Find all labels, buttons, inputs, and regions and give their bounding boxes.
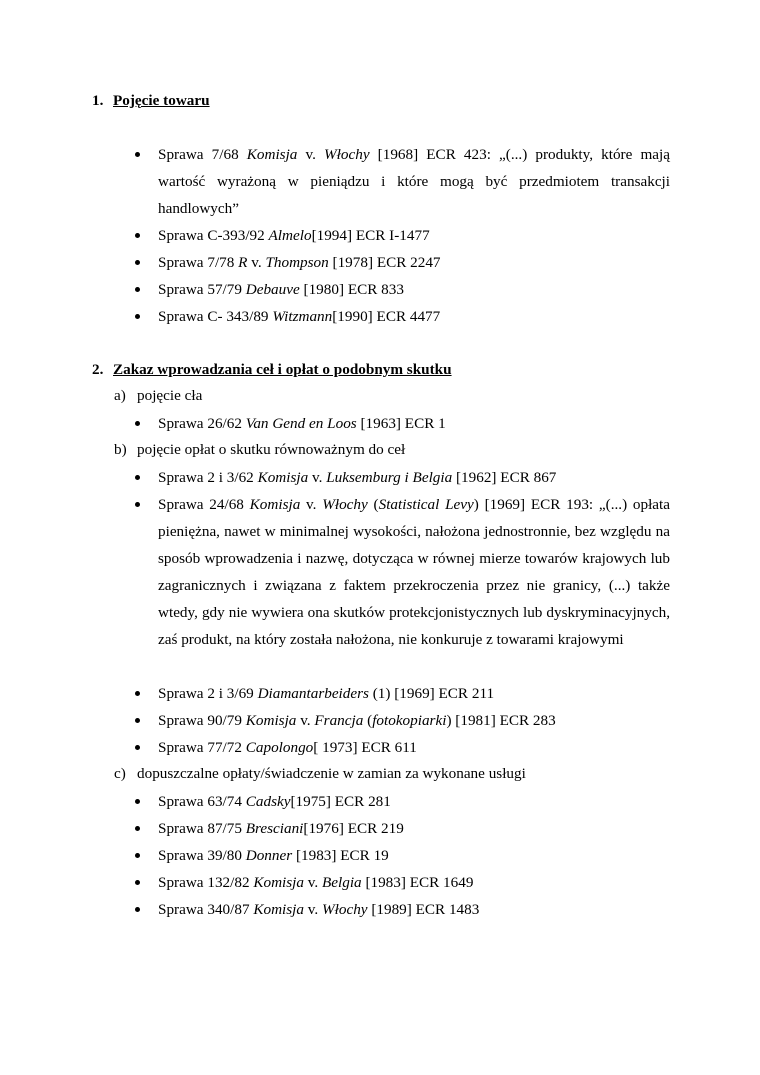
list-item-text: Sprawa 132/82 Komisja v. Belgia [1983] ECR 1649 <box>158 874 474 891</box>
subsection-b-letter: b) <box>114 441 127 458</box>
bullet-icon <box>135 853 140 858</box>
list-item <box>132 276 670 303</box>
list-item <box>132 734 670 761</box>
bullet-icon <box>135 260 140 265</box>
subsection-a-label: pojęcie cła <box>137 387 203 404</box>
list-item-text: Sprawa C-393/92 Almelo[1994] ECR I-1477 <box>158 227 430 244</box>
bullet-icon <box>135 152 140 157</box>
list-item <box>132 707 670 734</box>
subsection-b-label: pojęcie opłat o skutku równoważnym do ceł <box>137 441 406 458</box>
list-item-text: Sprawa 7/78 R v. Thompson [1978] ECR 2247 <box>158 254 441 271</box>
subsection-c-letter: c) <box>114 765 126 782</box>
bullet-icon <box>135 287 140 292</box>
list-item-text: Sprawa 24/68 Komisja v. Włochy (Statistical Levy) [1969] ECR 193: „(...) opłata pieniężna, nawet w minimalnej wysokości, nałożona jednostronnie, bez względu na sposób wprowadzenia i nazwę, dotycząca w równej mierze towarów krajowych lub zagranicznych i związana z faktem przekroczenia przez nie granicy, (...) także wtedy, gdy nie wywiera ona skutków protekcjonistycznych lub dyskryminacyjnych, zaś produkt, na który została nałożona, nie konkuruje z towarami krajowymi <box>158 496 671 648</box>
bullet-icon <box>135 421 140 426</box>
list-item <box>132 680 670 707</box>
list-item <box>132 249 670 276</box>
subsection-c <box>114 765 526 783</box>
subsection-a <box>114 387 202 405</box>
bullet-icon <box>135 691 140 696</box>
list-item <box>132 222 670 249</box>
list-item <box>132 869 670 896</box>
list-item <box>132 815 670 842</box>
bullet-icon <box>135 799 140 804</box>
section-2-title: Zakaz wprowadzania ceł i opłat o podobnym skutku <box>113 361 452 378</box>
list-item-text: Sprawa 2 i 3/69 Diamantarbeiders (1) [1969] ECR 211 <box>158 685 495 702</box>
section-2-heading <box>92 361 452 379</box>
list-item <box>132 464 670 491</box>
list-item-text: Sprawa 63/74 Cadsky[1975] ECR 281 <box>158 793 391 810</box>
bullet-icon <box>135 880 140 885</box>
list-item-text: Sprawa 39/80 Donner [1983] ECR 19 <box>158 847 389 864</box>
subsection-b <box>114 441 405 459</box>
list-item <box>132 491 670 653</box>
section-1-number: 1. <box>92 92 104 109</box>
bullet-icon <box>135 314 140 319</box>
bullet-icon <box>135 718 140 723</box>
subsection-a-letter: a) <box>114 387 126 404</box>
section-2-number: 2. <box>92 361 104 378</box>
list-item-text: Sprawa 7/68 Komisja v. Włochy [1968] ECR 423: „(...) produkty, które mają wartość wyrażoną w pieniądzu i które mogą być przedmiotem transakcji handlowych” <box>158 146 670 217</box>
bullet-icon <box>135 907 140 912</box>
subsection-c-label: dopuszczalne opłaty/świadczenie w zamian za wykonane usługi <box>137 765 526 782</box>
list-item <box>132 141 670 222</box>
list-item-text: Sprawa 57/79 Debauve [1980] ECR 833 <box>158 281 404 298</box>
list-item-text: Sprawa 77/72 Capolongo[ 1973] ECR 611 <box>158 739 417 756</box>
list-item <box>132 410 670 437</box>
section-1-heading <box>92 92 210 110</box>
list-item-text: Sprawa 87/75 Bresciani[1976] ECR 219 <box>158 820 404 837</box>
bullet-icon <box>135 826 140 831</box>
list-item-text: Sprawa 26/62 Van Gend en Loos [1963] ECR 1 <box>158 415 446 432</box>
bullet-icon <box>135 475 140 480</box>
list-item <box>132 842 670 869</box>
list-item <box>132 303 670 330</box>
list-item-text: Sprawa 90/79 Komisja v. Francja (fotokopiarki) [1981] ECR 283 <box>158 712 556 729</box>
list-item-text: Sprawa 2 i 3/62 Komisja v. Luksemburg i Belgia [1962] ECR 867 <box>158 469 557 486</box>
section-1-title: Pojęcie towaru <box>113 92 210 109</box>
list-item <box>132 896 670 923</box>
bullet-icon <box>135 502 140 507</box>
list-item <box>132 788 670 815</box>
list-item-text: Sprawa 340/87 Komisja v. Włochy [1989] ECR 1483 <box>158 901 480 918</box>
bullet-icon <box>135 745 140 750</box>
bullet-icon <box>135 233 140 238</box>
list-item-text: Sprawa C- 343/89 Witzmann[1990] ECR 4477 <box>158 308 441 325</box>
